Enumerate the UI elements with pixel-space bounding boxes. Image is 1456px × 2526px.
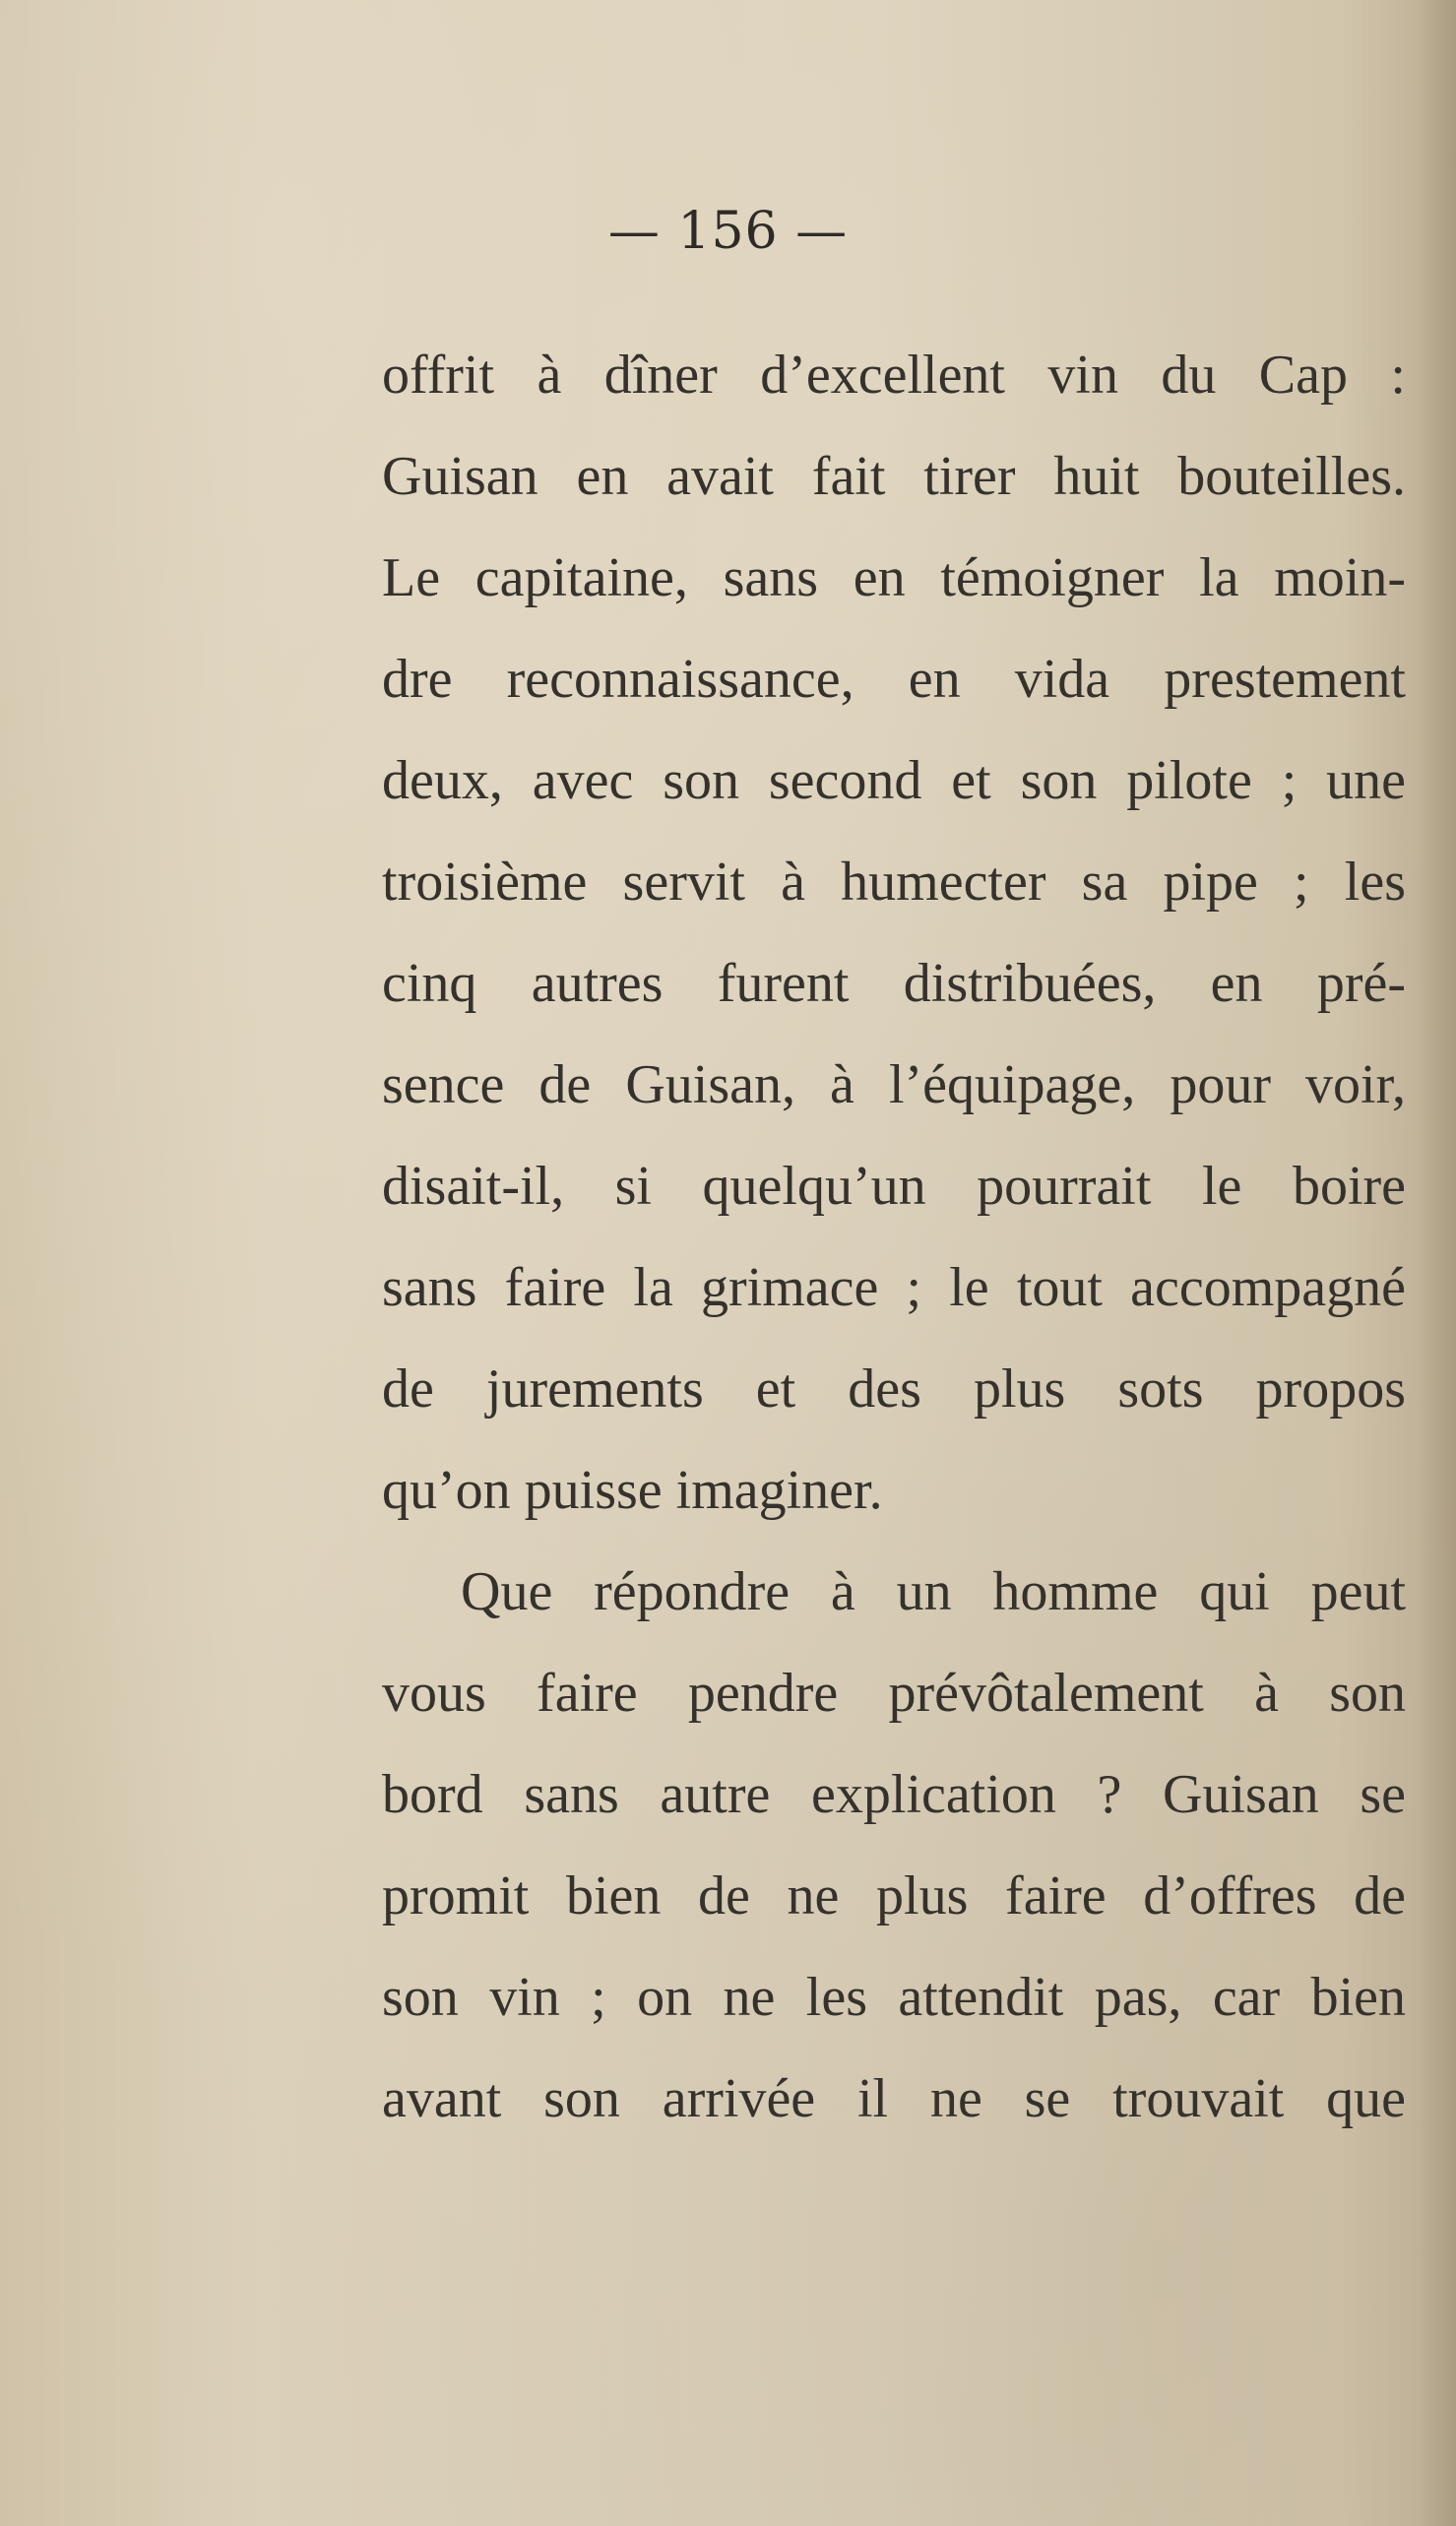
text-line: qu’on puisse imaginer.: [382, 1460, 883, 1521]
text-line: dre reconnaissance, en vida prestement: [382, 649, 1406, 710]
text-line: son vin ; on ne les attendit pas, car bien: [382, 1967, 1406, 2028]
body-text: [382, 325, 1406, 2150]
text-line: Guisan en avait fait tirer huit bouteilles.: [382, 446, 1406, 507]
text-line: troisième servit à humecter sa pipe ; les: [382, 852, 1406, 913]
text-line: Que répondre à un homme qui peut: [461, 1561, 1406, 1622]
text-line: disait-il, si quelqu’un pourrait le boire: [382, 1156, 1406, 1217]
text-line: de jurements et des plus sots propos: [382, 1358, 1406, 1420]
text-line: sans faire la grimace ; le tout accompagné: [382, 1257, 1406, 1318]
text-line: avant son arrivée il ne se trouvait que: [382, 2068, 1406, 2129]
text-line: bord sans autre explication ? Guisan se: [382, 1764, 1406, 1825]
text-line: sence de Guisan, à l’équipage, pour voir,: [382, 1054, 1406, 1115]
text-line: offrit à dîner d’excellent vin du Cap :: [382, 345, 1406, 406]
text-line: Le capitaine, sans en témoigner la moin-: [382, 547, 1406, 608]
page-edge-shadow: [1417, 0, 1456, 2526]
text-line: cinq autres furent distribuées, en pré-: [382, 953, 1406, 1014]
page-number: — 156 —: [607, 202, 849, 261]
text-line: promit bien de ne plus faire d’offres de: [382, 1865, 1406, 1926]
text-line: deux, avec son second et son pilote ; une: [382, 750, 1406, 811]
text-line: vous faire pendre prévôtalement à son: [382, 1663, 1406, 1724]
